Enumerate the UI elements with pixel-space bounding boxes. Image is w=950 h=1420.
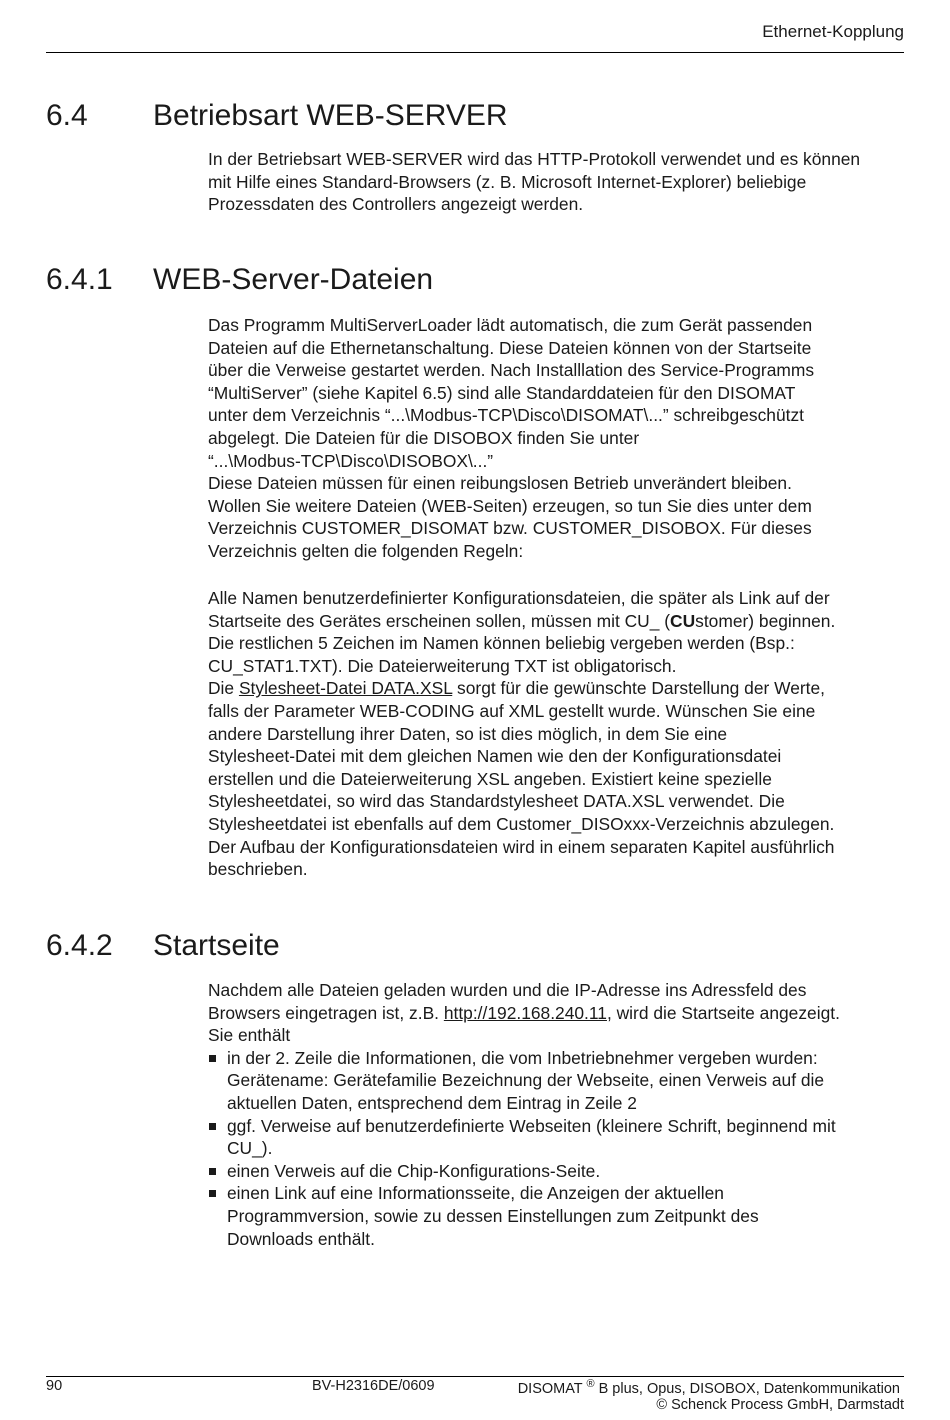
product-line: DISOMAT ® B plus, Opus, DISOBOX, Datenkommunikation: [517, 1378, 900, 1397]
heading-number: 6.4.1: [46, 263, 113, 296]
heading-title: Startseite: [153, 929, 280, 962]
list-item: einen Link auf eine Informationsseite, die Anzeigen der aktuellen Programmversion, sowie zu dessen Einstellungen zum Zeitpunkt des Downloads enthält.: [208, 1182, 908, 1250]
customer-abbrev: CU: [670, 610, 696, 631]
copyright: © Schenck Process GmbH, Darmstadt: [656, 1397, 904, 1413]
heading-6-4: [46, 99, 508, 133]
page-number: 90: [46, 1378, 63, 1394]
startseite-bullet-list: [208, 1047, 908, 1250]
list-item: ggf. Verweise auf benutzerdefinierte Webseiten (kleinere Schrift, beginnend mit CU_).: [208, 1115, 908, 1160]
list-item: einen Verweis auf die Chip-Konfigurations-Seite.: [208, 1160, 908, 1183]
stylesheet-link[interactable]: Stylesheet-Datei DATA.XSL: [238, 678, 453, 699]
bullet-square-icon: [209, 1123, 216, 1130]
ip-address-link[interactable]: http://192.168.240.11: [443, 1002, 607, 1023]
heading-number: 6.4: [46, 99, 88, 132]
section-6-4-text: In der Betriebsart WEB-SERVER wird das HTTP-Protokoll verwendet und es können mit Hilfe eines Standard-Browsers (z. B. Microsoft Internet-Explorer) beliebige Prozessdaten des Controllers angezeigt werden.: [208, 149, 861, 215]
heading-number: 6.4.2: [46, 929, 113, 962]
bullet-square-icon: [209, 1055, 216, 1062]
heading-6-4-2: [46, 929, 280, 963]
list-item: in der 2. Zeile die Informationen, die vom Inbetriebnehmer vergeben wurden: Gerätename: Gerätefamilie Bezeichnung der Webseite, einen Verweis auf die aktuellen Daten, entsprechend dem Eintrag in Zeile 2: [208, 1047, 908, 1115]
header-rule: [46, 52, 904, 53]
running-header: Ethernet-Kopplung: [762, 22, 904, 41]
registered-mark: ®: [586, 1378, 595, 1390]
bullet-square-icon: [209, 1190, 216, 1197]
section-6-4-1-paragraph-2: Alle Namen benutzerdefinierter Konfigurationsdateien, die später als Link auf der Startseite des Gerätes erscheinen sollen, müssen mit CU_ (CUstomer) beginnen. Die restlichen 5 Zeichen im Namen können beliebig vergeben werden (Bsp.: CU_STAT1.TXT). Die Dateierweiterung TXT ist obligatorisch. Die Stylesheet-Datei DATA.XSL sorgt für die gewünschte Darstellung der Werte, falls der Parameter WEB-CODING auf XML gestellt wurde. Wünschen Sie eine andere Darstellung ihrer Daten, so ist dies möglich, in dem Sie eine Stylesheet-Datei mit dem gleichen Namen wie den der Konfigurationsdatei erstellen und die Dateierweiterung XSL angeben. Existiert keine spezielle Stylesheetdatei, so wird das Standardstylesheet DATA.XSL verwendet. Die Stylesheetdatei ist ebenfalls auf dem Customer_DISOxxx-Verzeichnis abzulegen. Der Aufbau der Konfigurationsdateien wird in einem separaten Kapitel ausführlich beschrieben.: [208, 588, 836, 880]
section-6-4-1-paragraph-1: Das Programm MultiServerLoader lädt automatisch, die zum Gerät passenden Dateien auf die Ethernetanschaltung. Diese Dateien können von der Startseite über die Verweise gestartet werden. Nach Installlation des Service-Programms “MultiServer” (siehe Kapitel 6.5) sind alle Standarddateien für den DISOMAT unter dem Verzeichnis “...\Modbus-TCP\Disco\DISOMAT\...” schreibgeschützt abgelegt. Die Dateien für die DISOBOX finden Sie unter “...\Modbus-TCP\Disco\DISOBOX\...” Diese Dateien müssen für einen reibungslosen Betrieb unverändert bleiben. Wollen Sie weitere Dateien (WEB-Seiten) erzeugen, so tun Sie dies unter dem Verzeichnis CUSTOMER_DISOMAT bzw. CUSTOMER_DISOBOX. Für dieses Verzeichnis gelten die folgenden Regeln:: [208, 315, 815, 561]
footer-rule: [46, 1376, 904, 1377]
document-id: BV-H2316DE/0609: [312, 1378, 435, 1394]
section-6-4-2-intro: Nachdem alle Dateien geladen wurden und die IP-Adresse ins Adressfeld des Browsers eingetragen ist, z.B. http://192.168.240.11, wird die Startseite angezeigt. Sie enthält in der 2. Zeile die Informationen, die vom Inbetriebnehmer vergeben wurden: Gerätename: Gerätefamilie Bezeichnung der Webseite, einen Verweis auf die aktuellen Daten, entsprechend dem Eintrag in Zeile 2 ggf. Verweise auf benutzerdefinierte Webseiten (kleinere Schrift, beginnend mit CU_). einen Verweis auf die Chip-Konfigurations-Seite. einen Link auf eine Informationsseite, die Anzeigen der aktuellen Programmversion, sowie zu dessen Einstellungen zum Zeitpunkt des Downloads enthält.: [208, 979, 908, 1250]
heading-title: Betriebsart WEB-SERVER: [153, 99, 508, 132]
bullet-square-icon: [209, 1168, 216, 1175]
heading-6-4-1: [46, 263, 433, 297]
heading-title: WEB-Server-Dateien: [153, 263, 434, 296]
